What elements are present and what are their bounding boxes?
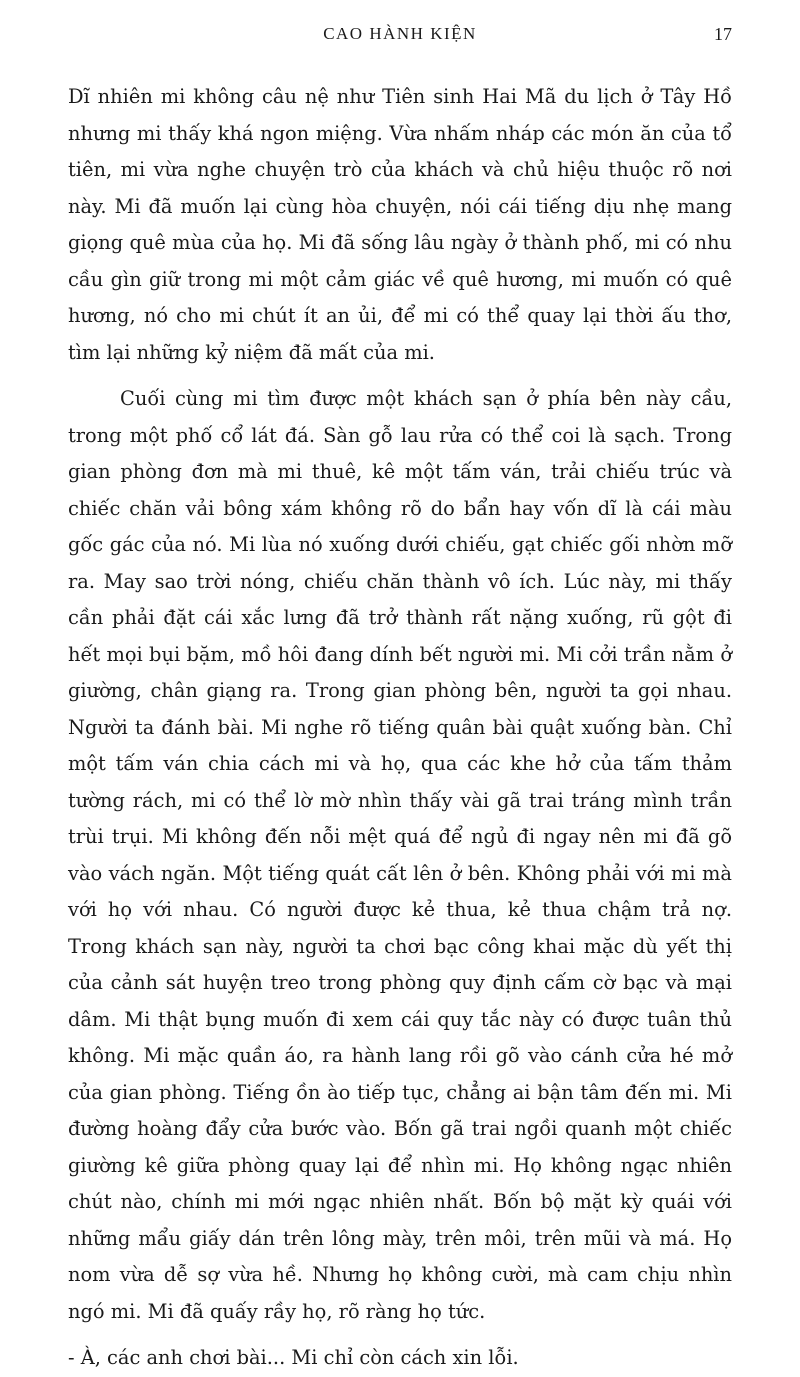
dialogue-paragraph: - À, các anh chơi bài... Mi chỉ còn cách xin lỗi. <box>68 1346 519 1369</box>
paragraph: Dĩ nhiên mi không câu nệ như Tiên sinh Hai Mã du lịch ở Tây Hồ nhưng mi thấy khá ngon miệng. Vừa nhấm nháp các món ăn của tổ tiên, mi vừa nghe chuyện trò của khách và chủ hiệu thuộc rõ nơi này. Mi đã muốn lại cùng hòa chuyện, nói cái tiếng dịu nhẹ mang giọng quê mùa của họ. Mi đã sống lâu ngày ở thành phố, mi có nhu cầu gìn giữ trong mi một cảm giác về quê hương, mi muốn có quê hương, nó cho mi chút ít an ủi, để mi có thể quay lại thời ấu thơ, tìm lại những kỷ niệm đã mất của mi. <box>68 85 732 364</box>
book-title: CAO HÀNH KIỆN <box>323 24 477 43</box>
page-number: 17 <box>714 24 732 44</box>
running-head <box>0 22 800 46</box>
paragraph: Cuối cùng mi tìm được một khách sạn ở phía bên này cầu, trong một phố cổ lát đá. Sàn gỗ lau rửa có thể coi là sạch. Trong gian phòng đơn mà mi thuê, kê một tấm ván, trải chiếu trúc và chiếc chăn vải bông xám không rõ do bẩn hay vốn dĩ là cái màu gốc gác của nó. Mi lùa nó xuống dưới chiếu, gạt chiếc gối nhờn mỡ ra. May sao trời nóng, chiếu chăn thành vô ích. Lúc này, mi thấy cần phải đặt cái xắc lưng đã trở thành rất nặng xuống, rũ gột đi hết mọi bụi bặm, mồ hôi đang dính bết người mi. Mi cởi trần nằm ở giường, chân giạng ra. Trong gian phòng bên, người ta gọi nhau. Người ta đánh bài. Mi nghe rõ tiếng quân bài quật xuống bàn. Chỉ một tấm ván chia cách mi và họ, qua các khe hở của tấm thảm tường rách, mi có thể lờ mờ nhìn thấy vài gã trai tráng mình trần trùi trụi. Mi không đến nỗi mệt quá để ngủ đi ngay nên mi đã gõ vào vách ngăn. Một tiếng quát cất lên ở bên. Không phải với mi mà với họ với nhau. Có người được kẻ thua, kẻ thua chậm trả nợ. Trong khách sạn này, người ta chơi bạc công khai mặc dù yết thị của cảnh sát huyện treo trong phòng quy định cấm cờ bạc và mại dâm. Mi thật bụng muốn đi xem cái quy tắc này có được tuân thủ không. Mi mặc quần áo, ra hành lang rồi gõ vào cánh cửa hé mở của gian phòng. Tiếng ồn ào tiếp tục, chẳng ai bận tâm đến mi. Mi đường hoàng đẩy cửa bước vào. Bốn gã trai ngồi quanh một chiếc giường kê giữa phòng quay lại để nhìn mi. Họ không ngạc nhiên chút nào, chính mi mới ngạc nhiên nhất. Bốn bộ mặt kỳ quái với những mẩu giấy dán trên lông mày, trên môi, trên mũi và má. Họ nom vừa dễ sợ vừa hề. Nhưng họ không cười, mà cam chịu nhìn ngó mi. Mi đã quấy rầy họ, rõ ràng họ tức. <box>68 387 732 1323</box>
body-text <box>68 79 732 1377</box>
